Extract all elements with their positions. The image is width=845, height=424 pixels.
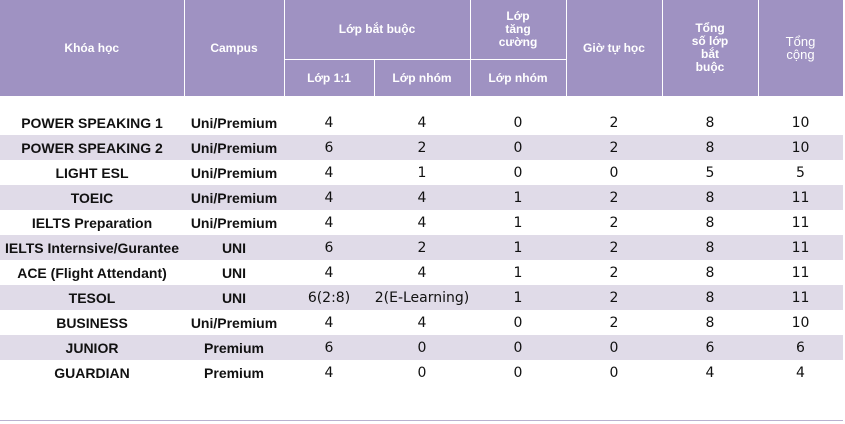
cell-total: 11 xyxy=(758,185,843,210)
header-total-mandatory: Tổng số lớp bắt buộc xyxy=(662,0,758,97)
cell-one-on-one: 4 xyxy=(284,185,374,210)
cell-one-on-one: 6 xyxy=(284,335,374,360)
cell-one-on-one: 4 xyxy=(324,164,334,181)
cell-group: 0 xyxy=(374,335,470,360)
cell-group: 4 xyxy=(374,185,470,210)
cell-total: 10 xyxy=(791,114,810,131)
cell-campus: Uni/Premium xyxy=(190,314,278,331)
cell-total-mandatory: 8 xyxy=(662,235,758,260)
header-enhanced-group: Lớp nhóm xyxy=(470,60,566,97)
cell-self-study: 2 xyxy=(566,285,662,310)
table-row xyxy=(0,310,843,335)
header-course: Khóa học xyxy=(0,0,184,97)
cell-one-on-one: 4 xyxy=(324,114,334,131)
cell-campus: UNI xyxy=(184,235,284,260)
cell-enhanced: 1 xyxy=(470,285,566,310)
cell-self-study: 2 xyxy=(566,135,662,160)
cell-one-on-one: 6 xyxy=(284,135,374,160)
cell-total: 11 xyxy=(791,214,810,231)
cell-enhanced: 0 xyxy=(470,135,566,160)
header-total: Tổng cộng xyxy=(758,0,843,97)
cell-total: 5 xyxy=(796,164,805,181)
header-campus: Campus xyxy=(184,0,284,97)
cell-total-mandatory: 6 xyxy=(662,335,758,360)
header-one-on-one: Lớp 1:1 xyxy=(284,60,374,97)
cell-total-mandatory: 8 xyxy=(662,135,758,160)
table-row xyxy=(0,110,843,135)
cell-total-mandatory: 8 xyxy=(705,214,715,231)
cell-total-mandatory: 8 xyxy=(662,185,758,210)
cell-course: POWER SPEAKING 2 xyxy=(0,135,184,160)
cell-total-mandatory: 5 xyxy=(705,164,715,181)
cell-self-study: 2 xyxy=(566,235,662,260)
cell-self-study: 2 xyxy=(566,185,662,210)
cell-enhanced: 0 xyxy=(513,314,523,331)
table-row xyxy=(0,260,843,285)
cell-total-mandatory: 8 xyxy=(705,114,715,131)
cell-group: 4 xyxy=(417,114,427,131)
cell-campus: UNI xyxy=(184,285,284,310)
cell-course: IELTS Preparation xyxy=(31,214,153,231)
cell-total: 4 xyxy=(796,364,805,381)
table-bottom-border xyxy=(0,420,843,421)
cell-total: 6 xyxy=(758,335,843,360)
cell-course: TESOL xyxy=(0,285,184,310)
cell-group: 0 xyxy=(417,364,427,381)
cell-total: 11 xyxy=(791,264,810,281)
cell-enhanced: 0 xyxy=(513,114,523,131)
cell-campus: Premium xyxy=(204,364,264,381)
cell-campus: Uni/Premium xyxy=(190,114,278,131)
cell-one-on-one: 4 xyxy=(324,264,334,281)
cell-enhanced: 1 xyxy=(513,264,523,281)
cell-course: POWER SPEAKING 1 xyxy=(21,114,163,131)
cell-campus: Uni/Premium xyxy=(184,185,284,210)
table-row xyxy=(0,210,843,235)
cell-enhanced: 1 xyxy=(470,235,566,260)
cell-course: BUSINESS xyxy=(56,314,128,331)
cell-group: 2 xyxy=(374,135,470,160)
cell-total-mandatory: 8 xyxy=(705,264,715,281)
cell-enhanced: 0 xyxy=(513,164,523,181)
cell-group: 2 xyxy=(374,235,470,260)
cell-total: 10 xyxy=(791,314,810,331)
cell-group: 2(E-Learning) xyxy=(374,285,470,310)
cell-enhanced: 1 xyxy=(513,214,523,231)
cell-course: ACE (Flight Attendant) xyxy=(17,264,167,281)
cell-one-on-one: 6(2:8) xyxy=(284,285,374,310)
cell-group: 4 xyxy=(417,314,427,331)
header-group: Lớp nhóm xyxy=(374,60,470,97)
cell-course: LIGHT ESL xyxy=(55,164,129,181)
cell-total-mandatory: 4 xyxy=(705,364,715,381)
cell-campus: Uni/Premium xyxy=(190,214,278,231)
cell-self-study: 2 xyxy=(609,264,619,281)
cell-total: 10 xyxy=(758,135,843,160)
cell-group: 1 xyxy=(417,164,427,181)
cell-enhanced: 0 xyxy=(513,364,523,381)
cell-enhanced: 1 xyxy=(470,185,566,210)
cell-one-on-one: 4 xyxy=(324,214,334,231)
table-row xyxy=(0,360,843,385)
table-row xyxy=(0,160,843,185)
cell-total: 11 xyxy=(758,285,843,310)
header-mandatory: Lớp bắt buộc xyxy=(284,0,470,60)
cell-campus: Uni/Premium xyxy=(190,164,278,181)
cell-self-study: 2 xyxy=(609,114,619,131)
cell-one-on-one: 4 xyxy=(324,314,334,331)
cell-course: JUNIOR xyxy=(0,335,184,360)
cell-enhanced: 0 xyxy=(470,335,566,360)
table-row xyxy=(0,185,843,210)
cell-self-study: 0 xyxy=(609,164,619,181)
cell-self-study: 0 xyxy=(566,335,662,360)
cell-campus: Uni/Premium xyxy=(184,135,284,160)
cell-course: IELTS Internsive/Gurantee xyxy=(0,235,184,260)
cell-self-study: 2 xyxy=(609,314,619,331)
cell-group: 4 xyxy=(417,264,427,281)
cell-campus: Premium xyxy=(184,335,284,360)
cell-one-on-one: 4 xyxy=(324,364,334,381)
table-row xyxy=(0,285,843,310)
header-enhanced: Lớp tăng cường xyxy=(470,0,566,60)
table-row xyxy=(0,135,843,160)
cell-course: GUARDIAN xyxy=(54,364,130,381)
cell-campus: UNI xyxy=(221,264,247,281)
cell-total-mandatory: 8 xyxy=(662,285,758,310)
cell-group: 4 xyxy=(417,214,427,231)
table-row xyxy=(0,235,843,260)
cell-course: TOEIC xyxy=(0,185,184,210)
cell-self-study: 2 xyxy=(609,214,619,231)
header-self-study: Giờ tự học xyxy=(566,0,662,97)
cell-self-study: 0 xyxy=(609,364,619,381)
cell-one-on-one: 6 xyxy=(284,235,374,260)
table-row xyxy=(0,335,843,360)
cell-total-mandatory: 8 xyxy=(705,314,715,331)
cell-total: 11 xyxy=(758,235,843,260)
